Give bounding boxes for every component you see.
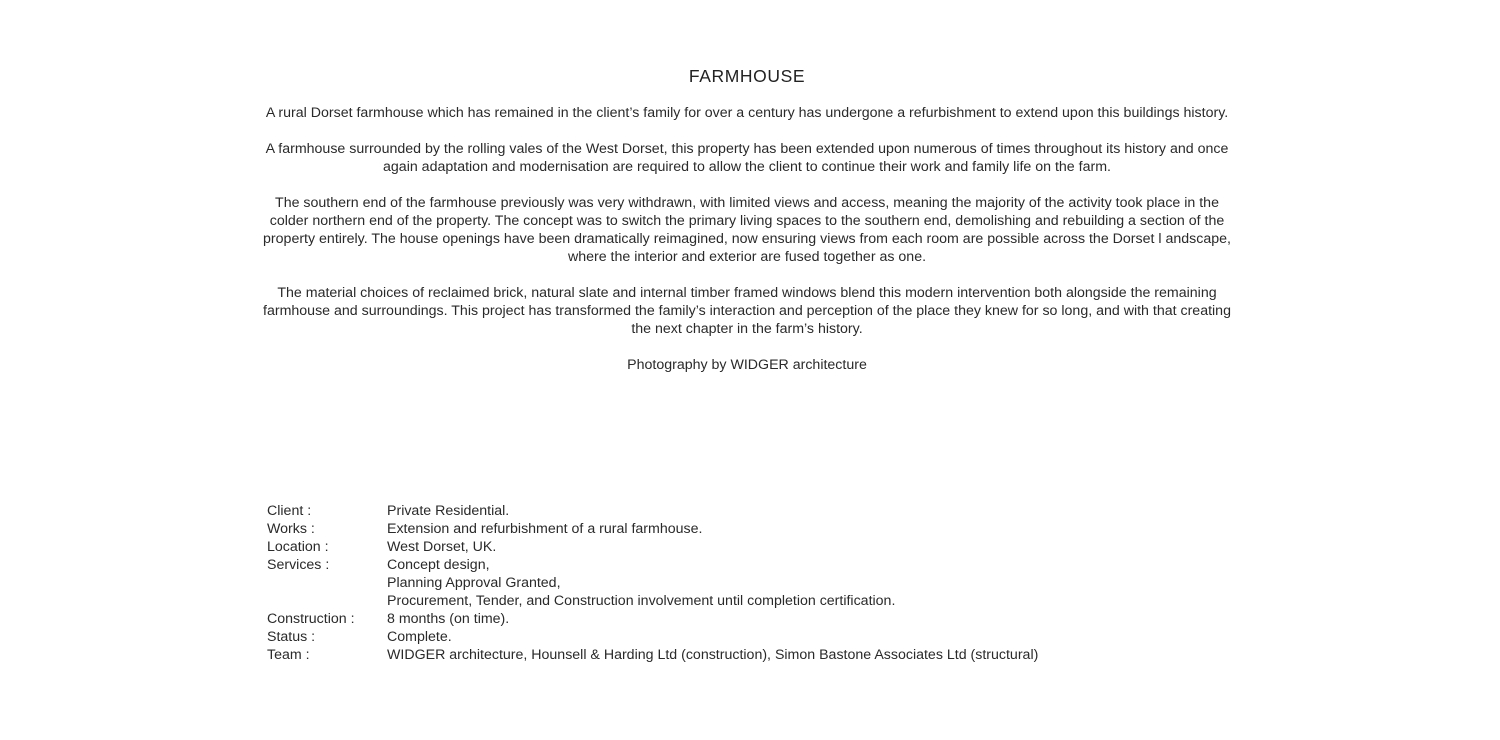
fact-values — [387, 646, 1167, 664]
fact-value: Procurement, Tender, and Construction involvement until completion certification. — [387, 593, 896, 609]
fact-values — [387, 502, 1167, 520]
fact-label: Works : — [267, 521, 315, 537]
description-paragraph-1: A rural Dorset farmhouse which has remained in the client’s family for over a century has undergone a refurbishment to extend upon this buildings history. — [265, 105, 1229, 121]
fact-row-team — [267, 646, 1167, 664]
fact-values — [387, 610, 1167, 628]
fact-row-services — [267, 556, 1167, 610]
fact-row-location — [267, 538, 1167, 556]
fact-values — [387, 538, 1167, 556]
fact-value: Private Residential. — [387, 503, 510, 519]
fact-value: Complete. — [387, 629, 452, 645]
fact-value: Planning Approval Granted, — [387, 575, 561, 591]
fact-row-status — [267, 628, 1167, 646]
fact-value: 8 months (on time). — [387, 611, 510, 627]
photography-credit: Photography by WIDGER architecture — [627, 357, 867, 373]
fact-label: Status : — [267, 629, 316, 645]
fact-row-client — [267, 502, 1167, 520]
project-facts — [267, 502, 1167, 664]
fact-values — [387, 628, 1167, 646]
fact-values — [387, 556, 1167, 610]
fact-label: Team : — [267, 647, 310, 663]
project-description — [262, 104, 1232, 392]
page-title: FARMHOUSE — [688, 66, 806, 86]
fact-row-works — [267, 520, 1167, 538]
fact-value: West Dorset, UK. — [387, 539, 497, 555]
fact-label: Construction : — [267, 611, 355, 627]
fact-value: Extension and refurbishment of a rural farmhouse. — [387, 521, 703, 537]
fact-label: Location : — [267, 539, 329, 555]
description-paragraph-4: The material choices of reclaimed brick, natural slate and internal timber framed windows blend this modern intervention both alongside the remaining farmhouse and surroundings. This project has transformed the family’s interaction and perception of the place they knew for so long, and with that creating the next chapter in the farm’s history. — [263, 285, 1231, 337]
fact-values — [387, 520, 1167, 538]
fact-label: Services : — [267, 557, 330, 573]
fact-value: WIDGER architecture, Hounsell & Harding Ltd (construction), Simon Bastone Associates Ltd (structural) — [387, 647, 1039, 663]
fact-value: Concept design, — [387, 557, 490, 573]
description-paragraph-2: A farmhouse surrounded by the rolling vales of the West Dorset, this property has been extended upon numerous of times throughout its history and once again adaptation and modernisation are required to allow the client to continue their work and family life on the farm. — [265, 141, 1229, 175]
fact-label: Client : — [267, 503, 312, 519]
description-paragraph-3: The southern end of the farmhouse previously was very withdrawn, with limited views and access, meaning the majority of the activity took place in the colder northern end of the property. The concept was to switch the primary living spaces to the southern end, demolishing and rebuilding a section of the property entirely. The house openings have been dramatically reimagined, now ensuring views from each room are possible across the Dorset l andscape, where the interior and exterior are fused together as one. — [263, 195, 1231, 265]
fact-row-construction — [267, 610, 1167, 628]
